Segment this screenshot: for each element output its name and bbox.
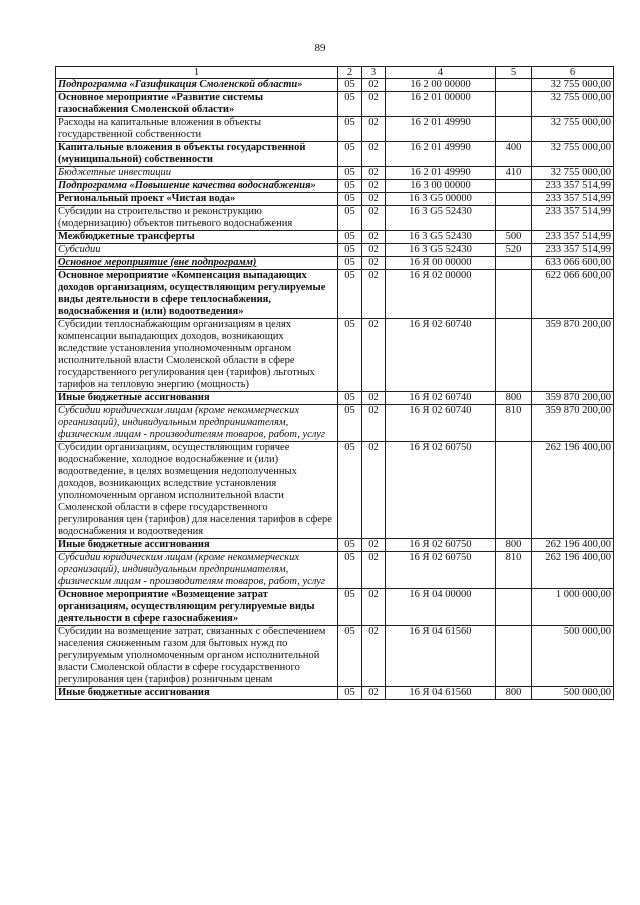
target-article-cell: 16 2 01 49990 xyxy=(386,142,496,167)
subsection-code-cell: 02 xyxy=(362,142,386,167)
section-code-cell: 05 xyxy=(338,117,362,142)
expense-type-cell: 810 xyxy=(496,552,532,589)
header-cell: 3 xyxy=(362,67,386,79)
subsection-code-cell: 02 xyxy=(362,180,386,193)
header-row xyxy=(56,67,614,79)
row-name-cell: Бюджетные инвестиции xyxy=(56,167,338,180)
table-row xyxy=(56,539,614,552)
target-article-cell: 16 2 01 49990 xyxy=(386,117,496,142)
amount-cell: 500 000,00 xyxy=(532,626,614,687)
target-article-cell: 16 Я 04 61560 xyxy=(386,626,496,687)
table-row xyxy=(56,142,614,167)
subsection-code-cell: 02 xyxy=(362,405,386,442)
target-article-cell: 16 3 00 00000 xyxy=(386,180,496,193)
amount-cell: 233 357 514,99 xyxy=(532,206,614,231)
section-code-cell: 05 xyxy=(338,589,362,626)
table-row xyxy=(56,193,614,206)
row-name-cell: Субсидии юридическим лицам (кроме некоммерческих организаций), индивидуальным предпринимателям, физическим лицам - производителям товаров, работ, услуг xyxy=(56,405,338,442)
header-cell: 4 xyxy=(386,67,496,79)
expense-type-cell: 800 xyxy=(496,687,532,700)
header-cell: 1 xyxy=(56,67,338,79)
amount-cell: 262 196 400,00 xyxy=(532,442,614,539)
amount-cell: 32 755 000,00 xyxy=(532,167,614,180)
row-name-cell: Иные бюджетные ассигнования xyxy=(56,687,338,700)
expense-type-cell: 810 xyxy=(496,405,532,442)
amount-cell: 359 870 200,00 xyxy=(532,392,614,405)
target-article-cell: 16 3 G5 00000 xyxy=(386,193,496,206)
table-row xyxy=(56,257,614,270)
table-row xyxy=(56,270,614,319)
row-name-cell: Капитальные вложения в объекты государственной (муниципальной) собственности xyxy=(56,142,338,167)
target-article-cell: 16 Я 02 60750 xyxy=(386,539,496,552)
section-code-cell: 05 xyxy=(338,392,362,405)
row-name-cell: Основное мероприятие «Развитие системы газоснабжения Смоленской области» xyxy=(56,92,338,117)
table-row xyxy=(56,231,614,244)
target-article-cell: 16 Я 02 00000 xyxy=(386,270,496,319)
expense-type-cell xyxy=(496,79,532,92)
subsection-code-cell: 02 xyxy=(362,92,386,117)
row-name-cell: Основное мероприятие «Возмещение затрат организациям, осуществляющим регулируемые виды деятельности в сфере газоснабжения» xyxy=(56,589,338,626)
expense-type-cell: 800 xyxy=(496,539,532,552)
subsection-code-cell: 02 xyxy=(362,117,386,142)
row-name-cell: Основное мероприятие «Компенсация выпадающих доходов организациям, осуществляющим регулируемые виды деятельности в сфере теплоснабжения, водоснабжения и (или) водоотведения» xyxy=(56,270,338,319)
row-name-cell: Расходы на капитальные вложения в объекты государственной собственности xyxy=(56,117,338,142)
subsection-code-cell: 02 xyxy=(362,231,386,244)
amount-cell: 32 755 000,00 xyxy=(532,117,614,142)
subsection-code-cell: 02 xyxy=(362,319,386,392)
row-name-cell: Иные бюджетные ассигнования xyxy=(56,539,338,552)
subsection-code-cell: 02 xyxy=(362,552,386,589)
subsection-code-cell: 02 xyxy=(362,79,386,92)
expense-type-cell: 400 xyxy=(496,142,532,167)
table-row xyxy=(56,626,614,687)
target-article-cell: 16 3 G5 52430 xyxy=(386,206,496,231)
subsection-code-cell: 02 xyxy=(362,539,386,552)
amount-cell: 359 870 200,00 xyxy=(532,319,614,392)
subsection-code-cell: 02 xyxy=(362,244,386,257)
section-code-cell: 05 xyxy=(338,687,362,700)
table-body xyxy=(56,79,614,700)
target-article-cell: 16 Я 00 00000 xyxy=(386,257,496,270)
expense-type-cell xyxy=(496,180,532,193)
section-code-cell: 05 xyxy=(338,231,362,244)
section-code-cell: 05 xyxy=(338,552,362,589)
row-name-cell: Субсидии организациям, осуществляющим горячее водоснабжение, холодное водоснабжение и (или) водоотведение, в целях возмещения недополученных доходов, возникающих вследствие установления уполномоченным органом исполнительной власти Смоленской области в сфере государственного регулирования цен (тарифов) для населения тарифов в сфере водоснабжения и водоотведения xyxy=(56,442,338,539)
expense-type-cell xyxy=(496,270,532,319)
amount-cell: 500 000,00 xyxy=(532,687,614,700)
header-cell: 2 xyxy=(338,67,362,79)
row-name-cell: Субсидии на строительство и реконструкцию (модернизацию) объектов питьевого водоснабжения xyxy=(56,206,338,231)
subsection-code-cell: 02 xyxy=(362,687,386,700)
expense-type-cell xyxy=(496,92,532,117)
table-row xyxy=(56,405,614,442)
section-code-cell: 05 xyxy=(338,319,362,392)
expense-type-cell xyxy=(496,206,532,231)
amount-cell: 622 066 600,00 xyxy=(532,270,614,319)
table-row xyxy=(56,206,614,231)
target-article-cell: 16 2 01 49990 xyxy=(386,167,496,180)
expense-type-cell: 500 xyxy=(496,231,532,244)
row-name-cell: Подпрограмма «Повышение качества водоснабжения» xyxy=(56,180,338,193)
amount-cell: 633 066 600,00 xyxy=(532,257,614,270)
row-name-cell: Субсидии на возмещение затрат, связанных с обеспечением населения сжиженным газом для бытовых нужд по регулируемым уполномоченным органом исполнительной власти Смоленской области в сфере государственного регулирования цен (тарифов) розничным ценам xyxy=(56,626,338,687)
row-name-cell: Подпрограмма «Газификация Смоленской области» xyxy=(56,79,338,92)
section-code-cell: 05 xyxy=(338,142,362,167)
amount-cell: 233 357 514,99 xyxy=(532,231,614,244)
subsection-code-cell: 02 xyxy=(362,257,386,270)
target-article-cell: 16 Я 02 60740 xyxy=(386,405,496,442)
amount-cell: 32 755 000,00 xyxy=(532,79,614,92)
expense-type-cell: 410 xyxy=(496,167,532,180)
target-article-cell: 16 Я 04 00000 xyxy=(386,589,496,626)
target-article-cell: 16 2 00 00000 xyxy=(386,79,496,92)
expense-type-cell: 520 xyxy=(496,244,532,257)
row-name-cell: Субсидии xyxy=(56,244,338,257)
amount-cell: 262 196 400,00 xyxy=(532,539,614,552)
amount-cell: 359 870 200,00 xyxy=(532,405,614,442)
page-number: 89 xyxy=(314,42,326,54)
target-article-cell: 16 Я 02 60750 xyxy=(386,442,496,539)
section-code-cell: 05 xyxy=(338,244,362,257)
subsection-code-cell: 02 xyxy=(362,626,386,687)
section-code-cell: 05 xyxy=(338,167,362,180)
section-code-cell: 05 xyxy=(338,180,362,193)
header-cell: 6 xyxy=(532,67,614,79)
section-code-cell: 05 xyxy=(338,257,362,270)
budget-table xyxy=(55,66,614,700)
section-code-cell: 05 xyxy=(338,193,362,206)
expense-type-cell xyxy=(496,257,532,270)
subsection-code-cell: 02 xyxy=(362,167,386,180)
subsection-code-cell: 02 xyxy=(362,193,386,206)
table-row xyxy=(56,117,614,142)
amount-cell: 233 357 514,99 xyxy=(532,244,614,257)
section-code-cell: 05 xyxy=(338,442,362,539)
table-row xyxy=(56,319,614,392)
table-row xyxy=(56,442,614,539)
table-row xyxy=(56,392,614,405)
target-article-cell: 16 2 01 00000 xyxy=(386,92,496,117)
section-code-cell: 05 xyxy=(338,405,362,442)
row-name-cell: Субсидии теплоснабжающим организациям в целях компенсации выпадающих доходов, возникающих вследствие установления уполномоченным органом исполнительной власти Смоленской области в сфере государственного регулирования цен (тарифов) льготных тарифов на тепловую энергию (мощность) xyxy=(56,319,338,392)
expense-type-cell: 800 xyxy=(496,392,532,405)
expense-type-cell xyxy=(496,193,532,206)
table-row xyxy=(56,92,614,117)
row-name-cell: Основное мероприятие (вне подпрограмм) xyxy=(56,257,338,270)
target-article-cell: 16 Я 02 60740 xyxy=(386,392,496,405)
table-row xyxy=(56,180,614,193)
section-code-cell: 05 xyxy=(338,79,362,92)
target-article-cell: 16 Я 02 60740 xyxy=(386,319,496,392)
table-row xyxy=(56,687,614,700)
subsection-code-cell: 02 xyxy=(362,270,386,319)
subsection-code-cell: 02 xyxy=(362,206,386,231)
subsection-code-cell: 02 xyxy=(362,589,386,626)
amount-cell: 262 196 400,00 xyxy=(532,552,614,589)
table-row xyxy=(56,167,614,180)
section-code-cell: 05 xyxy=(338,270,362,319)
target-article-cell: 16 3 G5 52430 xyxy=(386,231,496,244)
table-row xyxy=(56,244,614,257)
expense-type-cell xyxy=(496,442,532,539)
table-row xyxy=(56,589,614,626)
row-name-cell: Субсидии юридическим лицам (кроме некоммерческих организаций), индивидуальным предпринимателям, физическим лицам - производителям товаров, работ, услуг xyxy=(56,552,338,589)
section-code-cell: 05 xyxy=(338,206,362,231)
table-row xyxy=(56,552,614,589)
header-cell: 5 xyxy=(496,67,532,79)
amount-cell: 32 755 000,00 xyxy=(532,92,614,117)
target-article-cell: 16 Я 04 61560 xyxy=(386,687,496,700)
amount-cell: 233 357 514,99 xyxy=(532,193,614,206)
section-code-cell: 05 xyxy=(338,539,362,552)
expense-type-cell xyxy=(496,117,532,142)
section-code-cell: 05 xyxy=(338,626,362,687)
amount-cell: 32 755 000,00 xyxy=(532,142,614,167)
target-article-cell: 16 Я 02 60750 xyxy=(386,552,496,589)
row-name-cell: Региональный проект «Чистая вода» xyxy=(56,193,338,206)
amount-cell: 233 357 514,99 xyxy=(532,180,614,193)
expense-type-cell xyxy=(496,319,532,392)
table-row xyxy=(56,79,614,92)
subsection-code-cell: 02 xyxy=(362,392,386,405)
section-code-cell: 05 xyxy=(338,92,362,117)
subsection-code-cell: 02 xyxy=(362,442,386,539)
amount-cell: 1 000 000,00 xyxy=(532,589,614,626)
row-name-cell: Межбюджетные трансферты xyxy=(56,231,338,244)
row-name-cell: Иные бюджетные ассигнования xyxy=(56,392,338,405)
expense-type-cell xyxy=(496,626,532,687)
expense-type-cell xyxy=(496,589,532,626)
target-article-cell: 16 3 G5 52430 xyxy=(386,244,496,257)
